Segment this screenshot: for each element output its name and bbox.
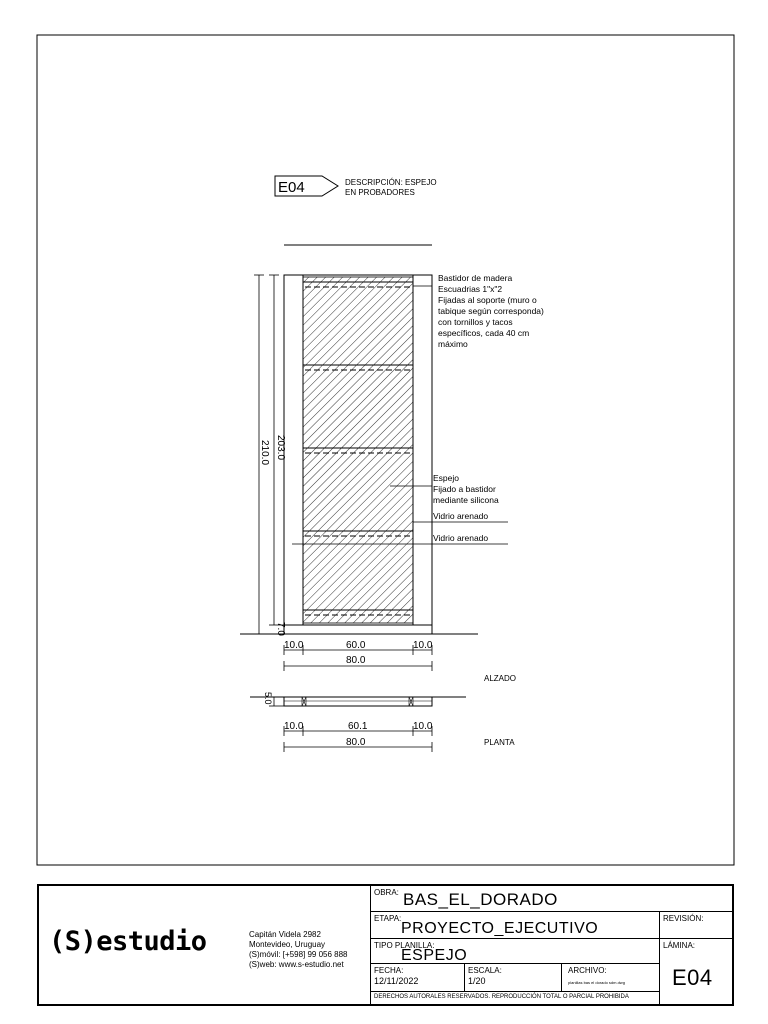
note-vidrio-2: Vidrio arenado — [433, 533, 489, 543]
view-label-planta: PLANTA — [484, 738, 515, 747]
dim-alz-total: 80.0 — [346, 655, 366, 666]
obra-value: BAS_EL_DORADO — [403, 890, 558, 909]
svg-text:Espejo: Espejo — [433, 473, 459, 483]
studio-address: Capitán Videla 2982 Montevideo, Uruguay (S)móvil: [+598] 99 056 888 (S)web: www.s-estudio.net — [249, 930, 348, 969]
svg-text:Fijadas al soporte (muro o: Fijadas al soporte (muro o — [438, 295, 537, 305]
svg-text:máximo: máximo — [438, 339, 468, 349]
dim-plan-thick: 5.0 — [263, 692, 273, 705]
tipo-value: ESPEJO — [401, 947, 468, 964]
cell-revision: REVISIÓN: — [659, 911, 734, 938]
svg-text:mediante silicona: mediante silicona — [433, 495, 499, 505]
lamina-value: E04 — [672, 965, 713, 990]
tag-code: E04 — [278, 179, 305, 196]
dim-alz-left: 10.0 — [284, 640, 304, 651]
note-vidrio-1: Vidrio arenado — [433, 511, 489, 521]
planta-plan — [250, 697, 466, 706]
dim-plan-mid: 60.1 — [348, 721, 368, 732]
svg-text:específicos, cada 40 cm: específicos, cada 40 cm — [438, 328, 530, 338]
mirror-hatch — [303, 277, 413, 623]
copyright-text: DERECHOS AUTORALES RESERVADOS. REPRODUCCIÓN TOTAL O PARCIAL PROHIBIDA — [374, 994, 629, 1000]
cell-tipo: TIPO PLANILLA: ESPEJO — [370, 938, 659, 963]
cell-lamina: LÁMINA: E04 — [659, 938, 734, 1004]
dim-plan-right: 10.0 — [413, 721, 433, 732]
cell-archivo: ARCHIVO: planillas bas el dorado sdm.dwg — [561, 963, 659, 991]
archivo-value: planillas bas el dorado sdm.dwg — [568, 980, 625, 985]
cell-fecha: FECHA: 12/11/2022 — [370, 963, 464, 991]
tag-desc-1: DESCRIPCIÓN: ESPEJO — [345, 178, 437, 187]
tag-desc-2: EN PROBADORES — [345, 188, 415, 197]
note-espejo — [433, 473, 499, 505]
cell-obra — [370, 886, 734, 911]
dim-plan-left: 10.0 — [284, 721, 304, 732]
view-label-alzado: ALZADO — [484, 674, 517, 683]
cell-etapa: ETAPA: PROYECTO_EJECUTIVO — [370, 911, 659, 938]
note-bastidor — [438, 273, 544, 349]
fecha-value: 12/11/2022 — [374, 976, 419, 986]
dim-height-total: 210.0 — [259, 440, 270, 466]
svg-text:Bastidor de madera: Bastidor de madera — [438, 273, 513, 283]
dim-alz-mid: 60.0 — [346, 640, 366, 651]
studio-logo: (S)estudio — [49, 926, 207, 957]
obra-label: OBRA: — [374, 888, 399, 897]
svg-text:Fijado a bastidor: Fijado a bastidor — [433, 484, 496, 494]
escala-value: 1/20 — [468, 976, 486, 986]
svg-text:Escuadrias 1"x"2: Escuadrias 1"x"2 — [438, 284, 503, 294]
svg-text:con tornillos y tacos: con tornillos y tacos — [438, 317, 513, 327]
cell-copyright — [370, 991, 659, 1004]
dim-height-inner: 203.0 — [275, 435, 286, 461]
detail-tag — [275, 176, 437, 197]
dim-plan-total: 80.0 — [346, 737, 366, 748]
dim-alz-right: 10.0 — [413, 640, 433, 651]
cell-escala: ESCALA: 1/20 — [464, 963, 561, 991]
svg-text:tabique según corresponda): tabique según corresponda) — [438, 306, 544, 316]
title-block-branding — [39, 886, 370, 1004]
etapa-value: PROYECTO_EJECUTIVO — [401, 920, 599, 937]
dim-base: 7.0 — [275, 622, 286, 636]
title-block — [37, 884, 734, 1006]
